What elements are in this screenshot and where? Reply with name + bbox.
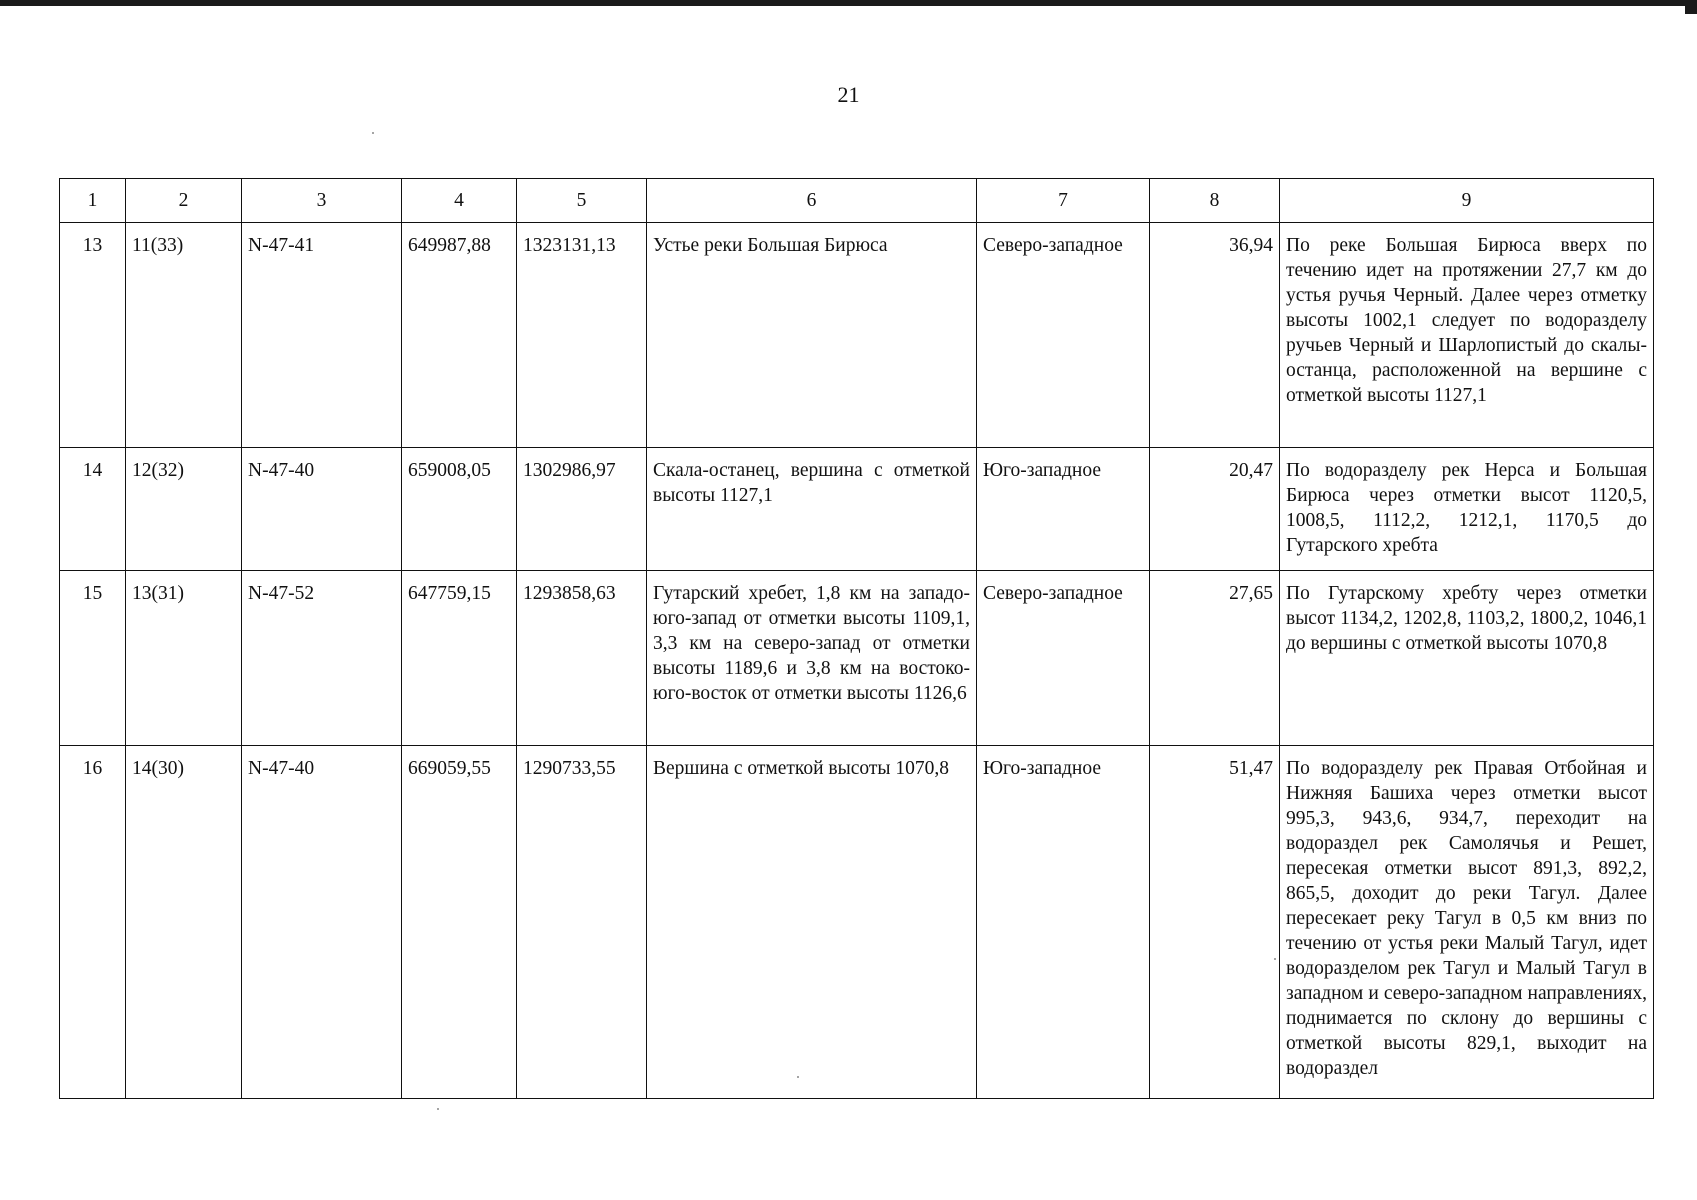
column-header: 3: [242, 179, 402, 223]
column-header: 8: [1150, 179, 1280, 223]
column-header: 7: [977, 179, 1150, 223]
row-number: 15: [60, 571, 126, 746]
point-number: 13(31): [126, 571, 242, 746]
coordinate-y: 1290733,55: [517, 746, 647, 1099]
coordinate-y: 1323131,13: [517, 223, 647, 448]
boundary-description: По Гутарскому хребту через отметки высот 1134,2, 1202,8, 1103,2, 1800,2, 1046,1 до вершины с отметкой высоты 1070,8: [1280, 571, 1654, 746]
scan-corner-mark: [1685, 0, 1697, 14]
table-row: [60, 746, 1654, 1099]
coordinate-y: 1302986,97: [517, 448, 647, 571]
boundary-table: [59, 178, 1654, 1099]
scan-speck: [1274, 958, 1276, 960]
direction: Юго-западное: [977, 746, 1150, 1099]
map-sheet: N-47-52: [242, 571, 402, 746]
point-location: Вершина с отметкой высоты 1070,8: [647, 746, 977, 1099]
coordinate-x: 659008,05: [402, 448, 517, 571]
column-header: 5: [517, 179, 647, 223]
scan-top-edge: [0, 0, 1697, 6]
scan-speck: [437, 1108, 439, 1110]
page-number: 21: [837, 82, 860, 107]
map-sheet: N-47-40: [242, 448, 402, 571]
boundary-description: По водоразделу рек Правая Отбойная и Нижняя Башиха через отметки высот 995,3, 943,6, 934,7, переходит на водораздел рек Самолячья и Решет, пересекая отметки высот 891,3, 892,2, 865,5, доходит до реки Тагул. Далее пересекает реку Тагул в 0,5 км вниз по течению от устья реки Малый Тагул, идет водоразделом рек Тагул и Малый Тагул в западном и северо-западном направлениях, поднимается по склону до вершины с отметкой высоты 829,1, выходит на водораздел: [1280, 746, 1654, 1099]
coordinate-y: 1293858,63: [517, 571, 647, 746]
coordinate-x: 649987,88: [402, 223, 517, 448]
direction: Северо-западное: [977, 571, 1150, 746]
direction: Северо-западное: [977, 223, 1150, 448]
table-row: [60, 223, 1654, 448]
coordinate-x: 669059,55: [402, 746, 517, 1099]
table-row: [60, 448, 1654, 571]
map-sheet: N-47-41: [242, 223, 402, 448]
column-header: 4: [402, 179, 517, 223]
column-header: 9: [1280, 179, 1654, 223]
table-row: [60, 571, 1654, 746]
column-header: 6: [647, 179, 977, 223]
point-number: 11(33): [126, 223, 242, 448]
point-location: Скала-останец, вершина с отметкой высоты 1127,1: [647, 448, 977, 571]
coordinate-x: 647759,15: [402, 571, 517, 746]
distance: 36,94: [1150, 223, 1280, 448]
column-header: 2: [126, 179, 242, 223]
scan-speck: [372, 132, 374, 134]
distance: 20,47: [1150, 448, 1280, 571]
distance: 27,65: [1150, 571, 1280, 746]
scan-speck: [797, 1076, 799, 1078]
direction: Юго-западное: [977, 448, 1150, 571]
point-location: Устье реки Большая Бирюса: [647, 223, 977, 448]
row-number: 16: [60, 746, 126, 1099]
point-number: 12(32): [126, 448, 242, 571]
point-number: 14(30): [126, 746, 242, 1099]
boundary-description: По реке Большая Бирюса вверх по течению идет на протяжении 27,7 км до устья ручья Черный. Далее через отметку высоты 1002,1 следует по водоразделу ручьев Черный и Шарлопистый до скалы-останца, расположенной на вершине с отметкой высоты 1127,1: [1280, 223, 1654, 448]
distance: 51,47: [1150, 746, 1280, 1099]
boundary-description: По водоразделу рек Нерса и Большая Бирюса через отметки высот 1120,5, 1008,5, 1112,2, 1212,1, 1170,5 до Гутарского хребта: [1280, 448, 1654, 571]
row-number: 13: [60, 223, 126, 448]
map-sheet: N-47-40: [242, 746, 402, 1099]
column-header: 1: [60, 179, 126, 223]
point-location: Гутарский хребет, 1,8 км на западо-юго-запад от отметки высоты 1109,1, 3,3 км на северо-запад от отметки высоты 1189,6 и 3,8 км на востоко-юго-восток от отметки высоты 1126,6: [647, 571, 977, 746]
row-number: 14: [60, 448, 126, 571]
header-row: [60, 179, 1654, 223]
